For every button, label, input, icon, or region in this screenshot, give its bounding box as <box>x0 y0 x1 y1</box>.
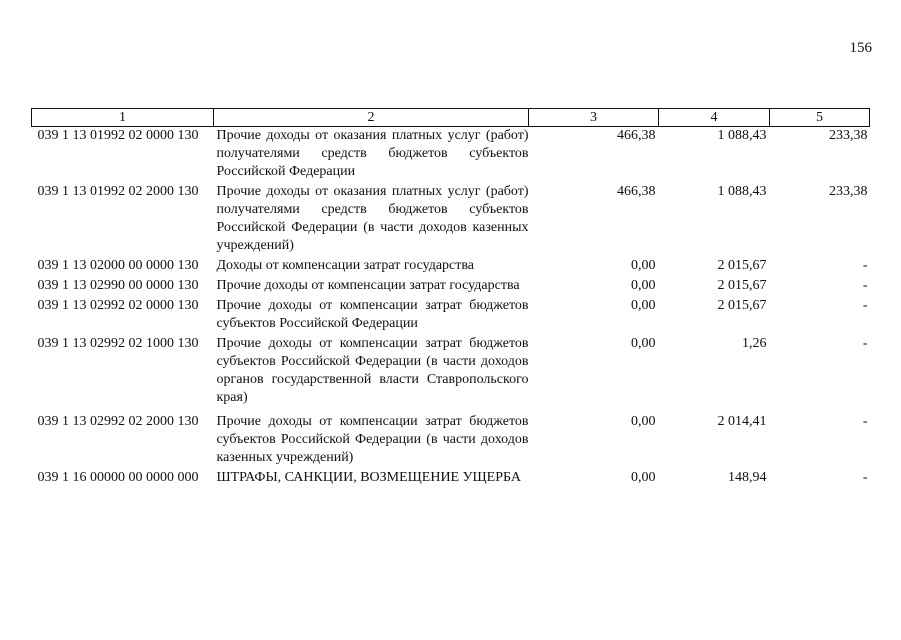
row-value-3: 0,00 <box>631 278 656 293</box>
table-row <box>32 277 870 297</box>
row-value-5: - <box>862 298 868 313</box>
row-value-4: 1 088,43 <box>717 128 767 143</box>
row-value-3: 0,00 <box>631 470 656 485</box>
row-value-5: - <box>862 414 868 429</box>
row-value-5: 233,38 <box>829 184 868 199</box>
row-value-3: 0,00 <box>631 258 656 273</box>
row-code: 039 1 16 00000 00 0000 000 <box>37 470 199 485</box>
row-code: 039 1 13 02992 02 2000 130 <box>37 414 199 429</box>
table-row <box>32 297 870 335</box>
budget-table <box>31 108 870 489</box>
table-row <box>32 127 870 184</box>
row-code: 039 1 13 01992 02 2000 130 <box>37 184 199 199</box>
table-row <box>32 469 870 489</box>
row-value-4: 2 015,67 <box>717 298 767 313</box>
header-col-5: 5 <box>770 109 870 127</box>
row-value-5: - <box>862 258 868 273</box>
row-name: Прочие доходы от компенсации затрат бюджетов субъектов Российской Федерации (в части доходов органов государственной власти Ставропольского края) <box>216 336 529 405</box>
row-name: Прочие доходы от компенсации затрат государства <box>216 278 520 293</box>
row-value-3: 0,00 <box>631 414 656 429</box>
row-code: 039 1 13 02990 00 0000 130 <box>37 278 199 293</box>
header-col-4: 4 <box>659 109 770 127</box>
row-value-4: 2 014,41 <box>717 414 767 429</box>
row-name: ШТРАФЫ, САНКЦИИ, ВОЗМЕЩЕНИЕ УЩЕРБА <box>216 470 521 485</box>
header-col-3: 3 <box>529 109 659 127</box>
table-row <box>32 335 870 413</box>
row-value-4: 2 015,67 <box>717 278 767 293</box>
header-col-2: 2 <box>214 109 529 127</box>
row-value-3: 466,38 <box>617 184 656 199</box>
row-value-4: 148,94 <box>728 470 767 485</box>
table-row <box>32 413 870 469</box>
table-header <box>32 109 870 127</box>
row-name: Прочие доходы от компенсации затрат бюджетов субъектов Российской Федерации <box>216 298 529 331</box>
header-row <box>32 109 870 127</box>
table-row <box>32 257 870 277</box>
row-name: Доходы от компенсации затрат государства <box>216 258 475 273</box>
page-number: 156 <box>849 40 872 56</box>
row-value-5: - <box>862 278 868 293</box>
row-value-4: 1 088,43 <box>717 184 767 199</box>
row-code: 039 1 13 02992 02 1000 130 <box>37 336 199 351</box>
row-name: Прочие доходы от оказания платных услуг (работ) получателями средств бюджетов субъектов Российской Федерации <box>216 128 529 179</box>
row-value-3: 466,38 <box>617 128 656 143</box>
row-name: Прочие доходы от компенсации затрат бюджетов субъектов Российской Федерации (в части доходов казенных учреждений) <box>216 414 529 465</box>
row-value-4: 1,26 <box>742 336 767 351</box>
header-col-1: 1 <box>32 109 214 127</box>
row-value-5: - <box>862 470 868 485</box>
row-name: Прочие доходы от оказания платных услуг (работ) получателями средств бюджетов субъектов Российской Федерации (в части доходов казенных учреждений) <box>216 184 529 253</box>
row-value-3: 0,00 <box>631 298 656 313</box>
table-body <box>32 127 870 490</box>
row-value-3: 0,00 <box>631 336 656 351</box>
row-value-4: 2 015,67 <box>717 258 767 273</box>
table-row <box>32 183 870 257</box>
row-code: 039 1 13 01992 02 0000 130 <box>37 128 199 143</box>
row-value-5: 233,38 <box>829 128 868 143</box>
row-code: 039 1 13 02992 02 0000 130 <box>37 298 199 313</box>
row-value-5: - <box>862 336 868 351</box>
row-code: 039 1 13 02000 00 0000 130 <box>37 258 199 273</box>
